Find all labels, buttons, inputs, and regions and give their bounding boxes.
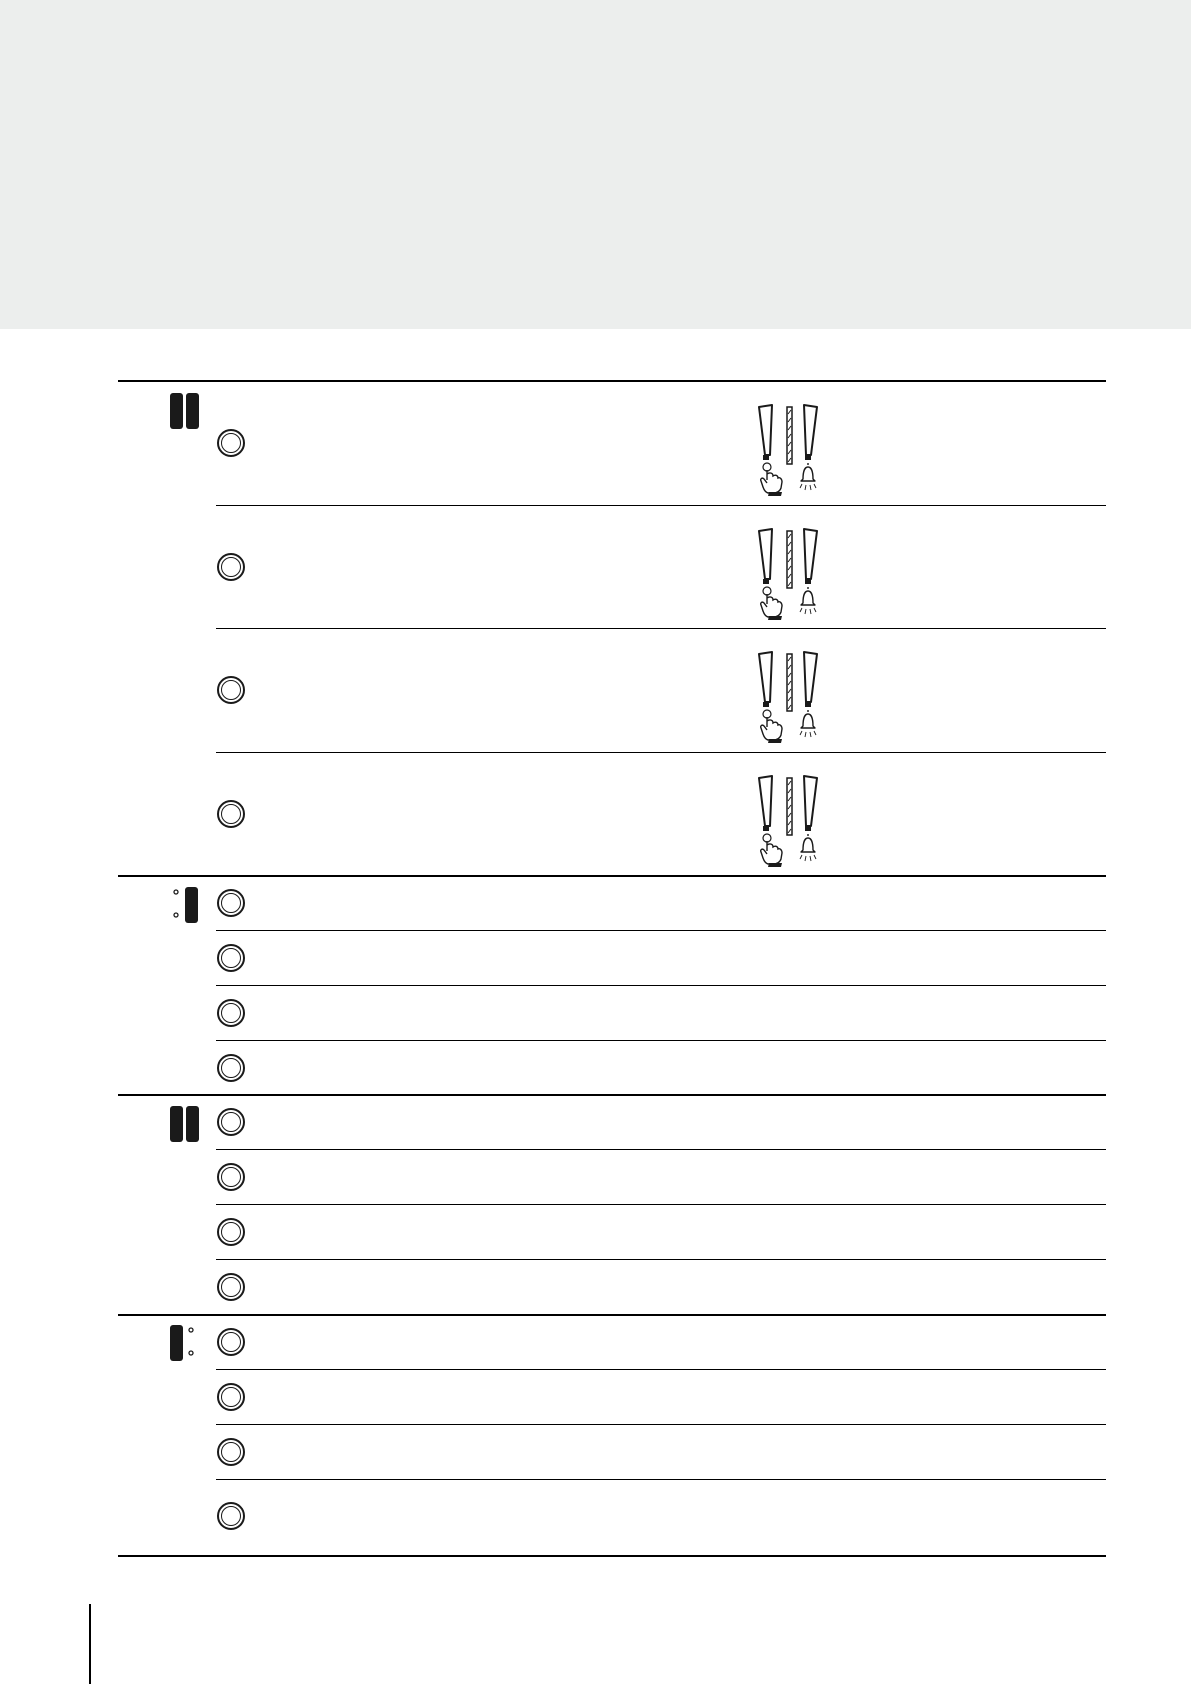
module-dots-left-icon bbox=[172, 887, 202, 923]
row-divider bbox=[216, 628, 1106, 629]
row-divider bbox=[216, 1479, 1106, 1480]
ring-button-icon bbox=[217, 944, 245, 972]
footer-rule bbox=[89, 1604, 91, 1684]
section-divider bbox=[118, 380, 1106, 382]
section-divider bbox=[118, 1094, 1106, 1096]
ring-button-icon bbox=[217, 1108, 245, 1136]
handset-call-icon bbox=[756, 528, 820, 620]
ring-button-icon bbox=[217, 1218, 245, 1246]
section-divider bbox=[118, 875, 1106, 877]
row-divider bbox=[216, 1259, 1106, 1260]
row-divider bbox=[216, 1424, 1106, 1425]
ring-button-icon bbox=[217, 1328, 245, 1356]
section-divider bbox=[118, 1555, 1106, 1557]
ring-button-icon bbox=[217, 1383, 245, 1411]
double-module-icon bbox=[170, 1106, 202, 1142]
row-divider bbox=[216, 1369, 1106, 1370]
ring-button-icon bbox=[217, 889, 245, 917]
handset-call-icon bbox=[756, 651, 820, 743]
ring-button-icon bbox=[217, 429, 245, 457]
row-divider bbox=[216, 1040, 1106, 1041]
handset-call-icon bbox=[756, 404, 820, 496]
ring-button-icon bbox=[217, 1273, 245, 1301]
ring-button-icon bbox=[217, 800, 245, 828]
row-divider bbox=[216, 1149, 1106, 1150]
row-divider bbox=[216, 930, 1106, 931]
header-band bbox=[0, 0, 1191, 329]
row-divider bbox=[216, 505, 1106, 506]
double-module-icon bbox=[170, 393, 202, 429]
ring-button-icon bbox=[217, 676, 245, 704]
ring-button-icon bbox=[217, 1054, 245, 1082]
ring-button-icon bbox=[217, 1438, 245, 1466]
section-divider bbox=[118, 1314, 1106, 1316]
row-divider bbox=[216, 985, 1106, 986]
ring-button-icon bbox=[217, 999, 245, 1027]
ring-button-icon bbox=[217, 1502, 245, 1530]
ring-button-icon bbox=[217, 1163, 245, 1191]
handset-call-icon bbox=[756, 775, 820, 867]
row-divider bbox=[216, 1204, 1106, 1205]
row-divider bbox=[216, 752, 1106, 753]
module-dots-right-icon bbox=[170, 1325, 200, 1361]
ring-button-icon bbox=[217, 553, 245, 581]
